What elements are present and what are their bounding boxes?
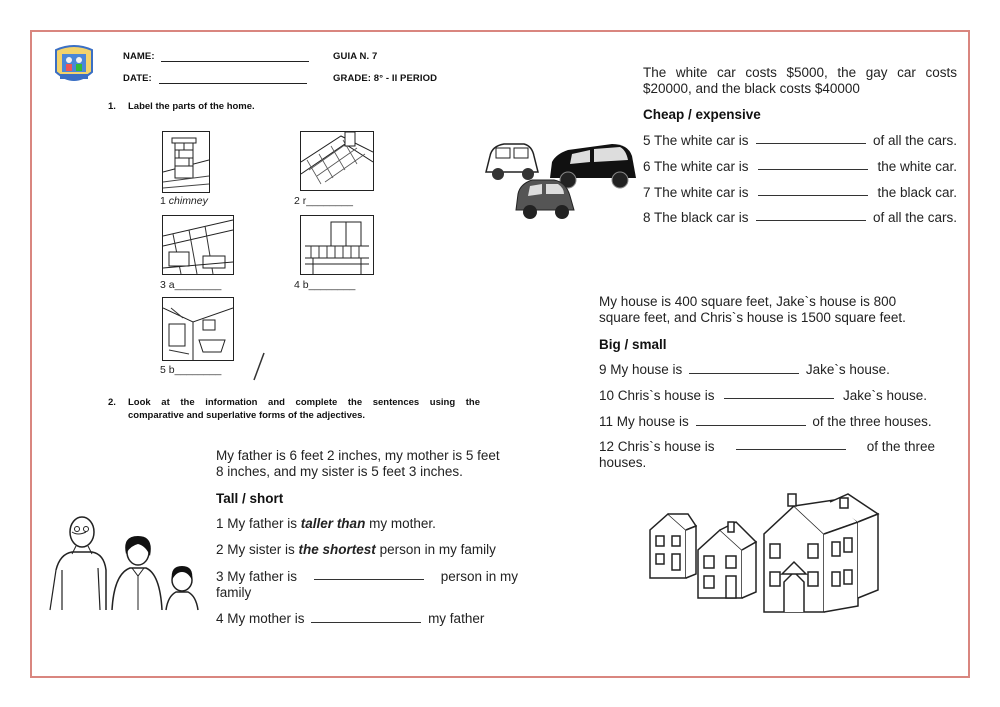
school-logo	[52, 42, 96, 88]
section1-number: 1.	[108, 101, 116, 112]
sentence-2-start: 2 My sister is	[216, 542, 295, 557]
item-2-number: 2	[294, 195, 300, 207]
family-info-line2: 8 inches, and my sister is 5 feet 3 inches.	[216, 464, 463, 479]
family-heading: Tall / short	[216, 491, 284, 506]
sentence-6	[643, 159, 957, 175]
attic-image	[162, 215, 234, 275]
sentence-8-end: of all the cars.	[872, 210, 957, 225]
sentence-10-start: 10 Chris`s house is	[599, 388, 715, 403]
houses-info-line2: square feet, and Chris`s house is 1500 square feet.	[599, 310, 906, 325]
sentence-2-end: person in my family	[379, 542, 496, 557]
item-1-number: 1	[160, 195, 166, 207]
label-item-5	[160, 364, 221, 376]
item-3-number: 3	[160, 279, 166, 291]
item-5-answer[interactable]: b________	[168, 364, 222, 376]
item-4-answer[interactable]: b________	[302, 279, 356, 291]
item-1-answer: chimney	[168, 195, 208, 207]
label-item-2	[294, 195, 353, 207]
sentence-6-start: 6 The white car is	[643, 159, 749, 174]
guide-number: GUIA N. 7	[333, 51, 378, 62]
section2-instruction-line1: Look at the information and complete the sentences using the	[128, 397, 480, 408]
houses-info-line1: My house is 400 square feet, Jake`s house is 800	[599, 294, 897, 309]
grey-car-drawing	[516, 180, 574, 219]
sentence-3-continued: family	[216, 585, 252, 600]
sentence-2	[216, 542, 496, 558]
balcony-image	[300, 215, 374, 275]
cars-info-line2: $20000, and the black costs $40000	[643, 81, 860, 96]
white-car-drawing	[486, 144, 538, 180]
section2-number: 2.	[108, 397, 116, 408]
sentence-7-end: the black car.	[877, 185, 957, 200]
cars-info	[643, 65, 957, 97]
item-2-answer[interactable]: r________	[302, 195, 353, 207]
sentence-7-blank[interactable]	[758, 185, 868, 196]
bathroom-image	[162, 297, 234, 361]
sentence-11-end: of the three houses.	[812, 414, 932, 429]
roof-image	[300, 131, 374, 191]
sentence-5-end: of all the cars.	[872, 133, 957, 148]
sentence-12-blank[interactable]	[736, 439, 846, 450]
sentence-1-end: my mother.	[369, 516, 436, 531]
sentence-10-end: Jake`s house.	[842, 388, 927, 403]
cars-illustration	[482, 134, 640, 222]
houses-info	[599, 294, 935, 326]
family-illustration	[42, 510, 206, 614]
family-info-line1: My father is 6 feet 2 inches, my mother is 5 feet	[216, 448, 500, 463]
sentence-11-start: 11 My house is	[599, 414, 689, 429]
sentence-12-start: 12 Chris`s house is	[599, 439, 715, 454]
sentence-12-end: of the three	[866, 439, 935, 454]
black-car-drawing	[550, 144, 636, 188]
sentence-9	[599, 362, 890, 378]
sentence-11-blank[interactable]	[696, 415, 806, 426]
sentence-10	[599, 388, 927, 404]
cars-info-line1: The white car costs $5000, the gay car costs	[643, 65, 957, 80]
cars-heading: Cheap / expensive	[643, 107, 761, 122]
section2-instruction	[128, 396, 480, 422]
sentence-9-start: 9 My house is	[599, 362, 683, 377]
sentence-8-blank[interactable]	[756, 210, 866, 221]
item-4-number: 4	[294, 279, 300, 291]
sentence-3-start: 3 My father is	[216, 569, 298, 584]
sentence-4-blank[interactable]	[311, 612, 421, 623]
sentence-12	[599, 439, 935, 471]
chimney-image	[162, 131, 210, 193]
sentence-12-continued: houses.	[599, 455, 647, 470]
sentence-9-blank[interactable]	[689, 363, 799, 374]
sentence-8	[643, 210, 957, 226]
grade-period: GRADE: 8° - II PERIOD	[333, 73, 438, 84]
family-info	[216, 448, 518, 480]
section1-instruction: Label the parts of the home.	[128, 101, 255, 112]
date-label: DATE:	[123, 73, 152, 84]
sentence-3	[216, 569, 518, 601]
sentence-8-start: 8 The black car is	[643, 210, 749, 225]
sentence-6-end: the white car.	[877, 159, 957, 174]
sentence-4	[216, 611, 484, 627]
section2-instruction-line2: comparative and superlative forms of the adjectives.	[128, 410, 366, 421]
name-field	[123, 51, 309, 62]
sentence-4-end: my father	[428, 611, 485, 626]
name-label: NAME:	[123, 51, 155, 62]
date-input-line[interactable]	[159, 83, 307, 84]
label-item-1	[160, 195, 208, 207]
houses-illustration	[644, 492, 884, 616]
sentence-3-end: person in my	[440, 569, 518, 584]
sentence-4-start: 4 My mother is	[216, 611, 305, 626]
sentence-5	[643, 133, 957, 149]
sentence-7-start: 7 The white car is	[643, 185, 749, 200]
sentence-11	[599, 414, 932, 430]
sentence-2-answer: the shortest	[298, 542, 376, 557]
date-field	[123, 73, 307, 84]
sentence-6-blank[interactable]	[758, 159, 868, 170]
sentence-3-blank[interactable]	[314, 569, 424, 580]
label-item-3	[160, 279, 221, 291]
sentence-10-blank[interactable]	[724, 388, 834, 399]
sentence-5-blank[interactable]	[756, 133, 866, 144]
pencil-mark	[252, 352, 266, 382]
sentence-7	[643, 185, 957, 201]
sentence-1-answer: taller than	[300, 516, 366, 531]
item-5-number: 5	[160, 364, 166, 376]
sentence-1	[216, 516, 436, 532]
name-input-line[interactable]	[161, 61, 309, 62]
sentence-1-start: 1 My father is	[216, 516, 298, 531]
item-3-answer[interactable]: a________	[168, 279, 222, 291]
sentence-9-end: Jake`s house.	[805, 362, 890, 377]
label-item-4	[294, 279, 355, 291]
houses-heading: Big / small	[599, 337, 667, 352]
sentence-5-start: 5 The white car is	[643, 133, 749, 148]
